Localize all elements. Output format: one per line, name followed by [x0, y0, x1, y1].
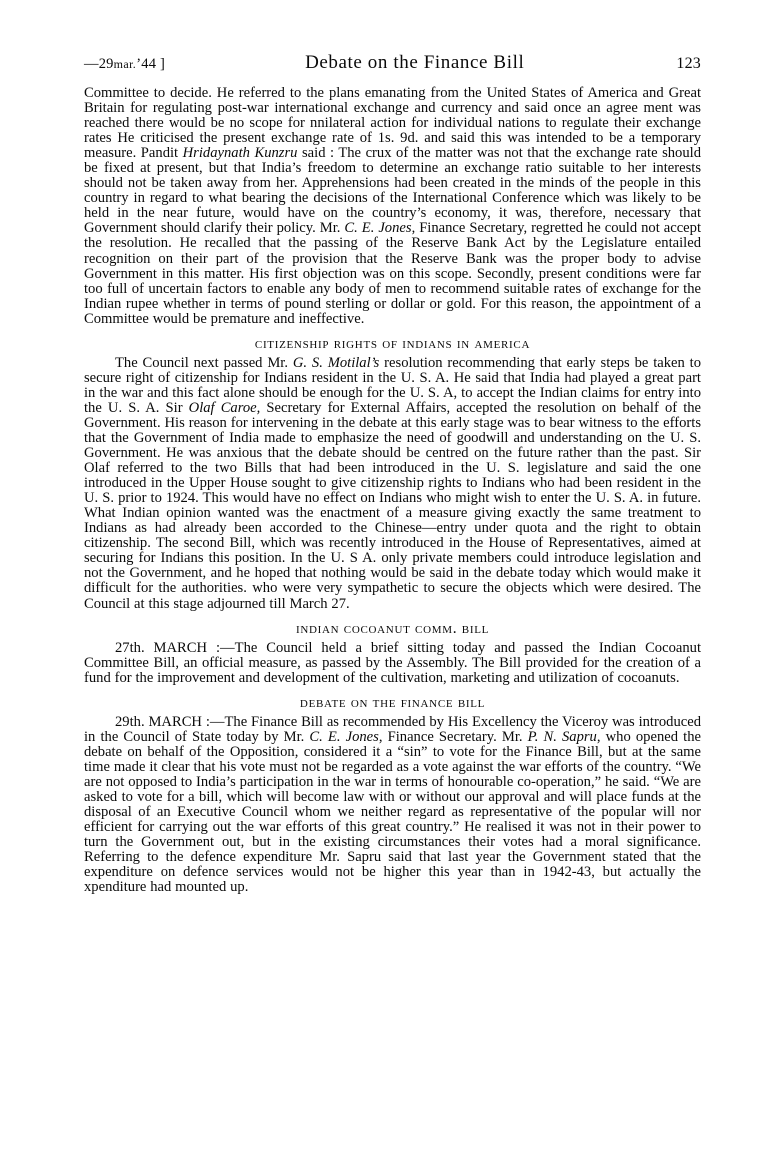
paragraph-indian-cocoanut-comm-bill: 27th. MARCH :—The Council held a brief sitting today and passed the Indian Cocoanut Committee Bill, an official measure, as passed by the Assembly. The Bill provided for the creation of a fund for the improvement and development of the cultivation, marketing and utilization of cocoanuts.	[84, 639, 701, 686]
paragraph-debate-on-the-finance-bill	[84, 715, 701, 896]
paragraph-text: Secretary for External Affairs, accepted the resolution on behalf of the Government. His reason for intervening in the debate at this early stage was to bear witness to the efforts that the Government of India made to emphasize the need of goodwill and understanding on the U. S. Government. He was anxious that the debate should be centred on the future rather than the past. Sir Olaf referred to the two Bills that had been introduced in the U. S. legislature and said the one introduced in the Upper House sought to give citizenship rights to Indians who had been resident in the U. S. prior to 1924. This would have no effect on Indians who might wish to enter the U. S. A. in future. What Indian opinion wanted was the enactment of a measure giving exactly the same treatment to Indians as had already been accorded to the Chinese—entry under quota and the right to obtain citizenship. The second Bill, which was recently introduced in the House of Representatives, aimed at securing for Indians this position. In the U. S A. only private members could introduce legislation and not the Government, and he hoped that nothing would be said in the debate today which would make it difficult for the authorities. who were very sympathetic to secure the objects which were desired. The Council at this stage adjourned till March 27.	[84, 399, 702, 612]
person-name-ce-jones: C. E. Jones	[344, 220, 412, 237]
running-head-date	[84, 56, 165, 73]
running-head-title: Debate on the Finance Bill	[305, 52, 525, 73]
paragraph-text: 29th. MARCH :—The Finance Bill as recommended by His Excellency the Viceroy was introduced in the Council of State today by Mr.	[84, 713, 701, 745]
page-content	[84, 52, 701, 1015]
paragraph-citizenship-rights	[84, 356, 701, 612]
paragraph-continued	[84, 86, 701, 327]
running-head-year: ’44 ]	[136, 56, 166, 72]
paragraph-text: The Council next passed Mr.	[115, 354, 293, 371]
section-heading-debate-on-the-finance-bill: debate on the finance bill	[299, 693, 486, 711]
page-number: 123	[676, 55, 701, 72]
running-head-month: mar.	[113, 57, 137, 71]
person-name-ce-jones: C. E. Jones	[309, 728, 379, 745]
paragraph-text: , Finance Secretary. Mr.	[378, 728, 528, 745]
section-heading-indian-cocoanut-comm-bill: indian cocoanut comm. bill	[295, 619, 490, 637]
running-head-day: —29	[84, 56, 114, 72]
section-heading-citizenship-rights: citizenship rights of indians in america	[254, 334, 531, 352]
running-head	[84, 52, 701, 78]
paragraph-text: , who opened the debate on behalf of the Opposition, considered it a “sin” to vote for the Finance Bill, but at the same time made it clear that his vote must not be regarded as a vote against the war efforts of the country. “We are not opposed to India’s participation in the war in terms of honourable co-operation,” he said. “We are asked to vote for a bill, which will become law with or without our approval and will place funds at the disposal of an Executive Council whom we neither regard as representative of the popular will nor efficient for carrying out the war efforts of this great country.” He realised it was not in their power to turn the Government out, but in the existing circumstances their votes had a moral significance. Referring to the defence expenditure Mr. Sapru said that last year the Government stated that the expenditure on defence services would not be higher this year than in 1942-43, but actually the xpenditure had mounted up.	[84, 728, 701, 896]
person-name-gs-motilal: G. S. Motilal’s	[292, 354, 380, 371]
paragraph-text: said : The crux of the matter was not that the exchange rate should be fixed at present, but that India’s freedom to determine an exchange ratio suitable to her interests should not be taken away from her. Apprehensions had been created in the minds of the people in this country in regard to what bearing the decisions of the International Conference which was likely to be held in the near future, would have on the country’s economy, it was, therefore, necessary that Government should clarify their policy. Mr.	[84, 145, 702, 237]
person-name-hridaynath-kunzru: Hridaynath Kunzru	[182, 145, 298, 162]
person-name-olaf-caroe: Olaf Caroe,	[188, 399, 261, 416]
page-bottom-margin	[84, 895, 701, 1015]
paragraph-text: resolution recommending that early steps be taken to secure right of citizenship for Indians resident in the U. S. A. He said that India had played a great part in the war and this fact alone should be enough for the U. S. A, to accept the Indian claims for entry into the U. S. A. Sir	[84, 354, 701, 416]
paragraph-text: Committee to decide. He referred to the plans emanating from the United States of America and Great Britain for regulating post-war international exchange and currency and said once an agree ment was reached there would be no scope for nnilateral action for individual nations to regulate their exchange rates He criticised the present exchange rate of 1s. 9d. and said this was intended to be a temporary measure. Pandit	[84, 85, 701, 162]
person-name-pn-sapru: P. N. Sapru	[527, 728, 597, 745]
paragraph-text: , Finance Secretary, regretted he could not accept the resolution. He recalled that the passing of the Reserve Bank Act by the Legislature entailed recognition on their part of the provision that the Reserve Bank was the proper body to advise Government in this matter. His first objection was on this scope. Secondly, present conditions were far too full of uncertain factors to enable any body of men to recommend suitable rates of exchange for the Indian rupee whether in terms of pound sterling or dollar or gold. For this reason, the appointment of a Committee would be premature and ineffective.	[84, 220, 702, 327]
